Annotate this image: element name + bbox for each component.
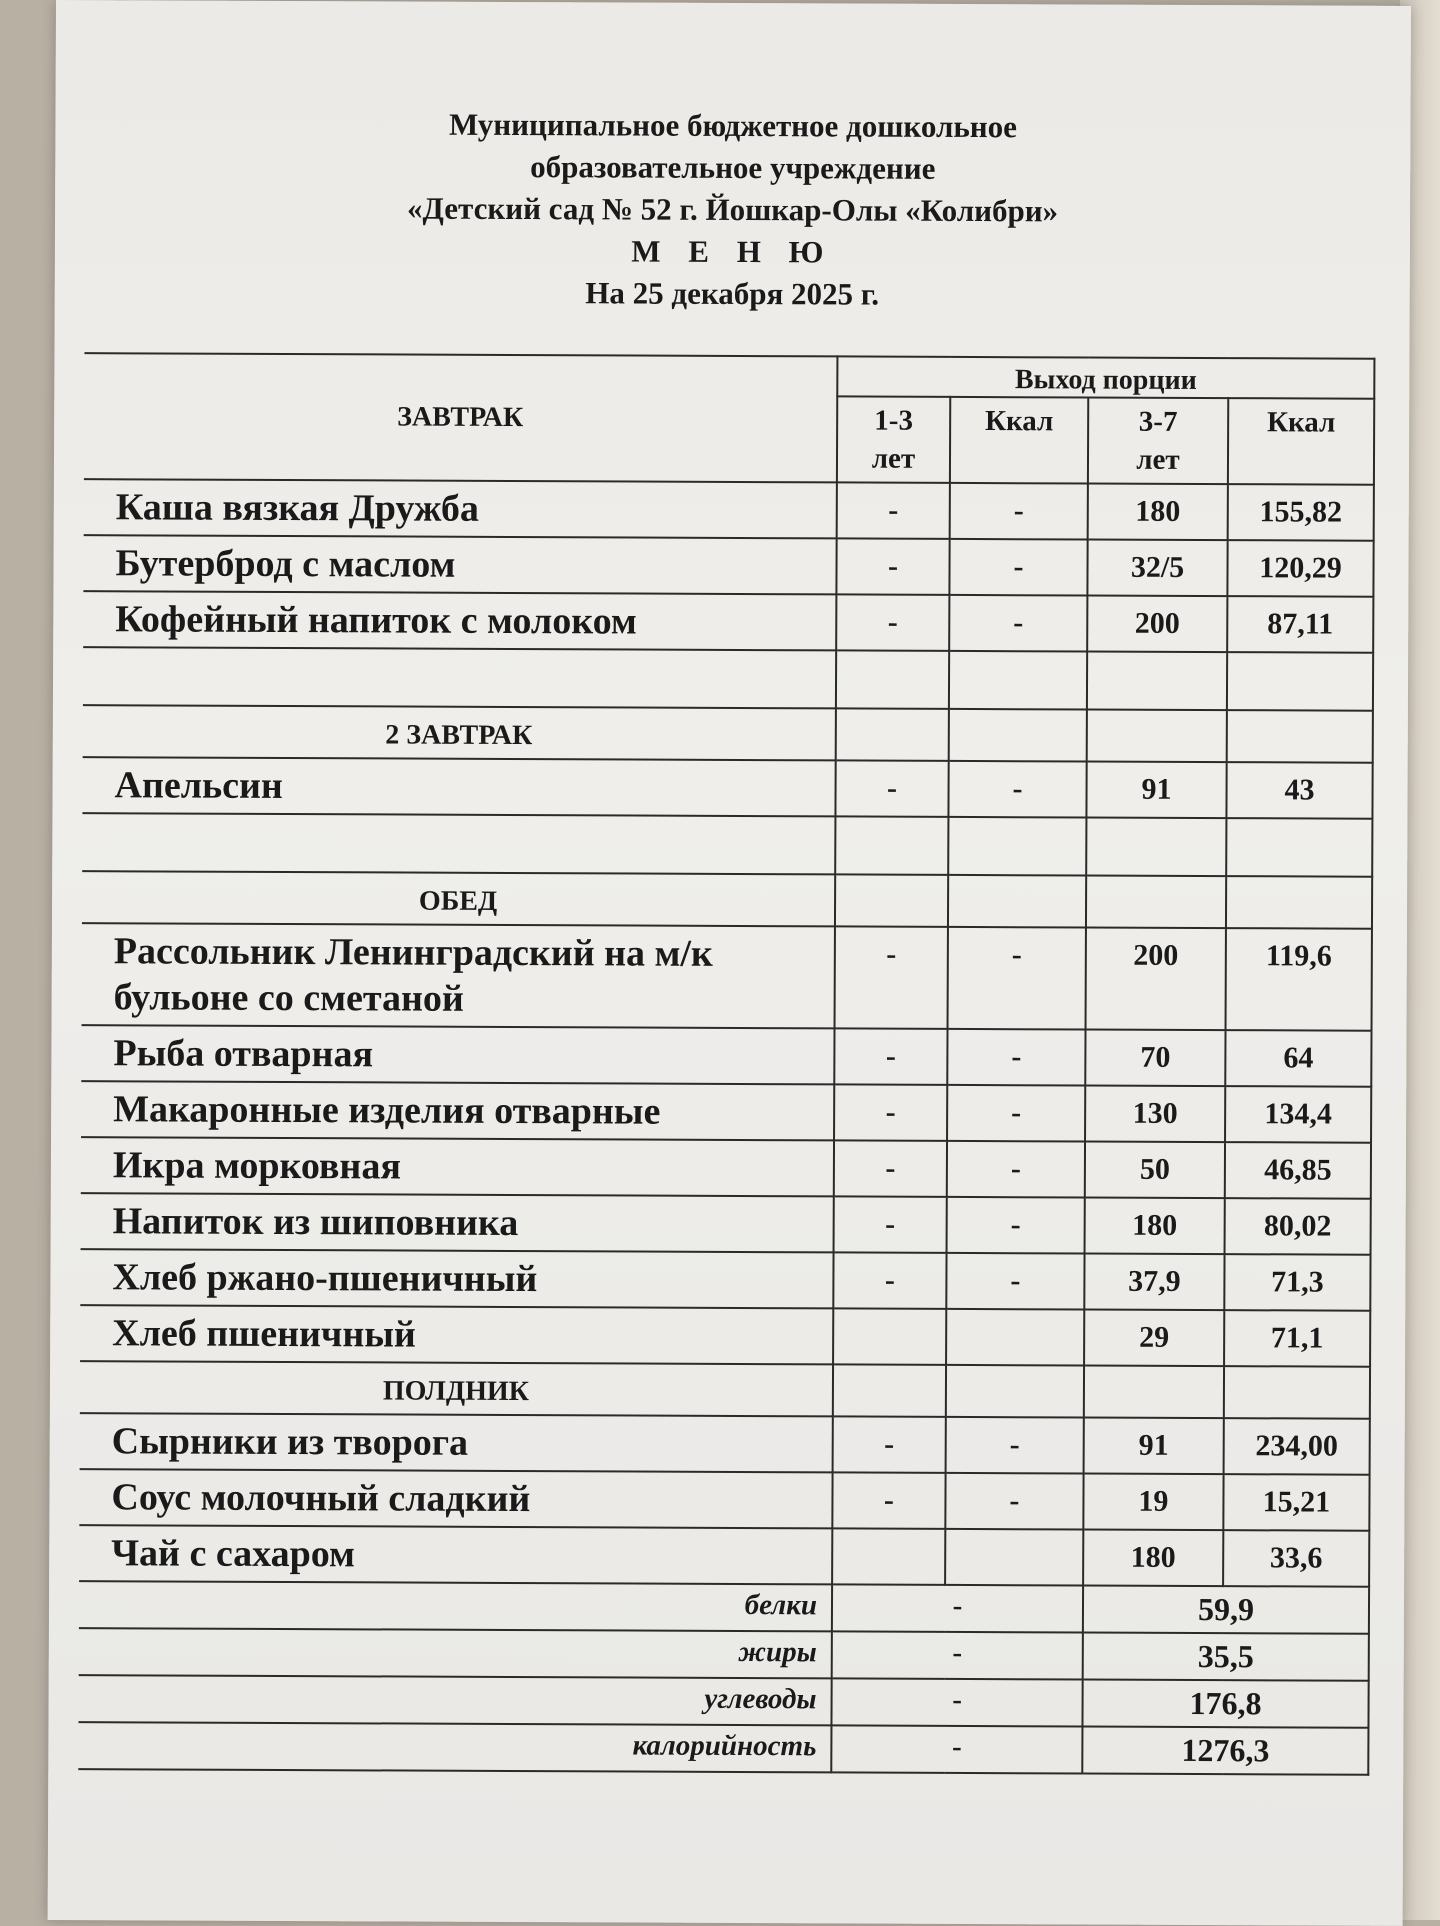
portion-1-3: - <box>833 1252 946 1308</box>
kcal-3-7: 71,3 <box>1224 1254 1370 1311</box>
kcal-1-3: - <box>946 1417 1084 1474</box>
dish-name: Икра морковная <box>81 1137 834 1196</box>
blank-cell <box>1224 1366 1370 1419</box>
portion-1-3: - <box>837 482 950 538</box>
blank-cell <box>82 813 835 874</box>
nutrition-label: углеводы <box>78 1675 831 1725</box>
portion-1-3: - <box>834 1084 947 1140</box>
menu-table <box>78 352 1375 1776</box>
nutrition-value: 176,8 <box>1082 1679 1368 1727</box>
blank-cell <box>1086 818 1226 877</box>
blank-cell <box>946 1365 1084 1418</box>
age-1-3-header: 1-3 лет <box>837 396 950 482</box>
section-title-snack: ПОЛДНИК <box>80 1361 833 1416</box>
portion-3-7: 180 <box>1083 1529 1223 1586</box>
blank-cell <box>833 1364 946 1416</box>
menu-title: М Е Н Ю <box>631 233 834 270</box>
kcal-1-3: - <box>947 1141 1085 1198</box>
kcal-3-7: 119,6 <box>1226 928 1372 1031</box>
portion-3-7: 29 <box>1084 1309 1224 1366</box>
header-line-1: Муниципальное бюджетное дошкольное <box>448 106 1017 145</box>
kcal-1-header: Ккал <box>950 397 1088 484</box>
kcal-1-3: - <box>947 1085 1085 1142</box>
dish-name: Хлеб ржано-пшеничный <box>80 1249 833 1308</box>
kcal-1-3: - <box>946 1253 1084 1310</box>
blank-cell <box>949 709 1087 762</box>
dish-name: Макаронные изделия отварные <box>81 1081 834 1140</box>
table-header-row <box>84 353 1374 399</box>
kcal-3-7: 155,82 <box>1228 484 1374 541</box>
portion-3-7: 91 <box>1084 1417 1224 1474</box>
blank-row <box>82 813 1372 877</box>
blank-cell <box>836 650 949 708</box>
menu-item-row <box>81 1081 1371 1143</box>
kcal-1-3: - <box>949 539 1087 596</box>
portion-3-7: 180 <box>1085 1198 1225 1255</box>
menu-date: На 25 декабря 2025 г. <box>585 275 880 312</box>
kcal-3-7: 46,85 <box>1225 1142 1371 1199</box>
kcal-1-3 <box>945 1529 1083 1586</box>
menu-item-row <box>81 1193 1371 1255</box>
menu-item-row <box>82 757 1372 819</box>
portion-1-3: - <box>835 760 948 816</box>
nutrition-value: 1276,3 <box>1082 1726 1368 1774</box>
portion-1-3: - <box>836 594 949 650</box>
menu-item-row <box>82 923 1372 1031</box>
kcal-3-7: 64 <box>1225 1030 1371 1087</box>
section-row <box>80 1361 1370 1419</box>
portion-3-7: 37,9 <box>1084 1253 1224 1310</box>
blank-cell <box>1087 710 1227 763</box>
kcal-2-header: Ккал <box>1228 398 1374 485</box>
nutrition-dash: - <box>831 1678 1082 1726</box>
kcal-1-3: - <box>948 761 1086 818</box>
dish-name: Кофейный напиток с молоком <box>83 591 836 650</box>
dish-name: Рассольник Ленинградский на м/к бульоне со сметаной <box>82 923 835 1028</box>
menu-item-row <box>79 1469 1369 1531</box>
portion-1-3: - <box>836 538 949 594</box>
blank-cell <box>1084 1365 1224 1418</box>
kcal-3-7: 71,1 <box>1224 1310 1370 1367</box>
kcal-3-7: 120,29 <box>1227 540 1373 597</box>
portion-1-3: - <box>835 926 948 1028</box>
blank-cell <box>1226 876 1372 929</box>
kcal-1-3: - <box>947 1197 1085 1254</box>
menu-item-row <box>80 1305 1370 1367</box>
portion-3-7: 180 <box>1088 484 1228 541</box>
nutrition-label: жиры <box>79 1628 832 1678</box>
kcal-1-3: - <box>948 927 1086 1030</box>
dish-name: Бутерброд с маслом <box>83 535 836 594</box>
menu-item-row <box>84 479 1374 541</box>
portion-3-7: 200 <box>1086 928 1226 1031</box>
portion-1-3: - <box>834 1028 947 1084</box>
nutrition-row <box>78 1722 1368 1775</box>
portion-3-7: 91 <box>1086 762 1226 819</box>
menu-sheet <box>48 0 1411 1926</box>
kcal-3-7: 134,4 <box>1225 1086 1371 1143</box>
blank-cell <box>835 874 948 926</box>
kcal-1-3: - <box>949 595 1087 652</box>
nutrition-label: белки <box>79 1581 832 1631</box>
nutrition-value: 35,5 <box>1083 1632 1369 1680</box>
menu-item-row <box>81 1137 1371 1199</box>
nutrition-dash: - <box>831 1725 1082 1773</box>
kcal-1-3: - <box>947 1029 1085 1086</box>
dish-name: Чай с сахаром <box>79 1525 832 1584</box>
section-title-breakfast-2: 2 ЗАВТРАК <box>83 705 836 760</box>
blank-cell <box>1227 652 1373 711</box>
nutrition-row <box>79 1628 1369 1681</box>
nutrition-row <box>78 1675 1368 1728</box>
kcal-1-3: - <box>945 1473 1083 1530</box>
age-3-7-header: 3-7 лет <box>1088 398 1228 485</box>
kcal-3-7: 234,00 <box>1224 1418 1370 1475</box>
blank-cell <box>1226 818 1372 877</box>
menu-item-row <box>83 535 1373 597</box>
menu-item-row <box>83 591 1373 653</box>
dish-name: Сырники из творога <box>80 1413 833 1472</box>
blank-cell <box>948 875 1086 928</box>
dish-name: Каша вязкая Дружба <box>84 479 837 538</box>
portion-3-7: 32/5 <box>1087 540 1227 597</box>
dish-name: Хлеб пшеничный <box>80 1305 833 1364</box>
blank-cell <box>83 647 836 708</box>
header-line-2: образовательное учреждение <box>530 149 936 186</box>
portion-1-3: - <box>834 1140 947 1196</box>
kcal-3-7: 15,21 <box>1223 1474 1369 1531</box>
kcal-3-7: 43 <box>1226 762 1372 819</box>
nutrition-dash: - <box>832 1631 1083 1679</box>
dish-name: Апельсин <box>82 757 835 816</box>
kcal-3-7: 87,11 <box>1227 596 1373 653</box>
portion-1-3 <box>832 1528 945 1584</box>
kcal-1-3: - <box>950 483 1088 540</box>
menu-item-row <box>79 1525 1369 1587</box>
nutrition-dash: - <box>832 1584 1083 1632</box>
blank-cell <box>836 708 949 760</box>
portion-3-7: 200 <box>1087 596 1227 653</box>
portion-3-7: 70 <box>1085 1030 1225 1087</box>
kcal-3-7: 33,6 <box>1223 1530 1369 1587</box>
portion-header: Выход порции <box>837 356 1374 398</box>
menu-item-row <box>80 1249 1370 1311</box>
section-row <box>83 705 1373 763</box>
portion-1-3 <box>833 1308 946 1364</box>
portion-1-3: - <box>833 1416 946 1472</box>
portion-3-7: 19 <box>1083 1473 1223 1530</box>
dish-name: Рыба отварная <box>81 1025 834 1084</box>
nutrition-row <box>79 1581 1369 1634</box>
kcal-1-3 <box>946 1309 1084 1366</box>
portion-1-3: - <box>834 1196 947 1252</box>
blank-row <box>83 647 1373 711</box>
portion-1-3: - <box>832 1472 945 1528</box>
section-title-breakfast: ЗАВТРАК <box>84 353 838 482</box>
nutrition-value: 59,9 <box>1083 1585 1369 1633</box>
blank-cell <box>1086 876 1226 929</box>
header-line-3: «Детский сад № 52 г. Йошкар-Олы «Колибри» <box>406 190 1059 229</box>
blank-cell <box>948 817 1086 876</box>
dish-name: Напиток из шиповника <box>81 1193 834 1252</box>
portion-3-7: 130 <box>1085 1086 1225 1143</box>
blank-cell <box>1087 652 1227 711</box>
dish-name: Соус молочный сладкий <box>79 1469 832 1528</box>
menu-item-row <box>81 1025 1371 1087</box>
nutrition-label: калорийность <box>78 1722 831 1772</box>
blank-cell <box>835 816 948 874</box>
blank-cell <box>1227 710 1373 763</box>
document-header <box>55 102 1411 318</box>
portion-3-7: 50 <box>1085 1142 1225 1199</box>
kcal-3-7: 80,02 <box>1225 1198 1371 1255</box>
blank-cell <box>949 651 1087 710</box>
section-row <box>82 871 1372 929</box>
menu-item-row <box>80 1413 1370 1475</box>
section-title-lunch: ОБЕД <box>82 871 835 926</box>
